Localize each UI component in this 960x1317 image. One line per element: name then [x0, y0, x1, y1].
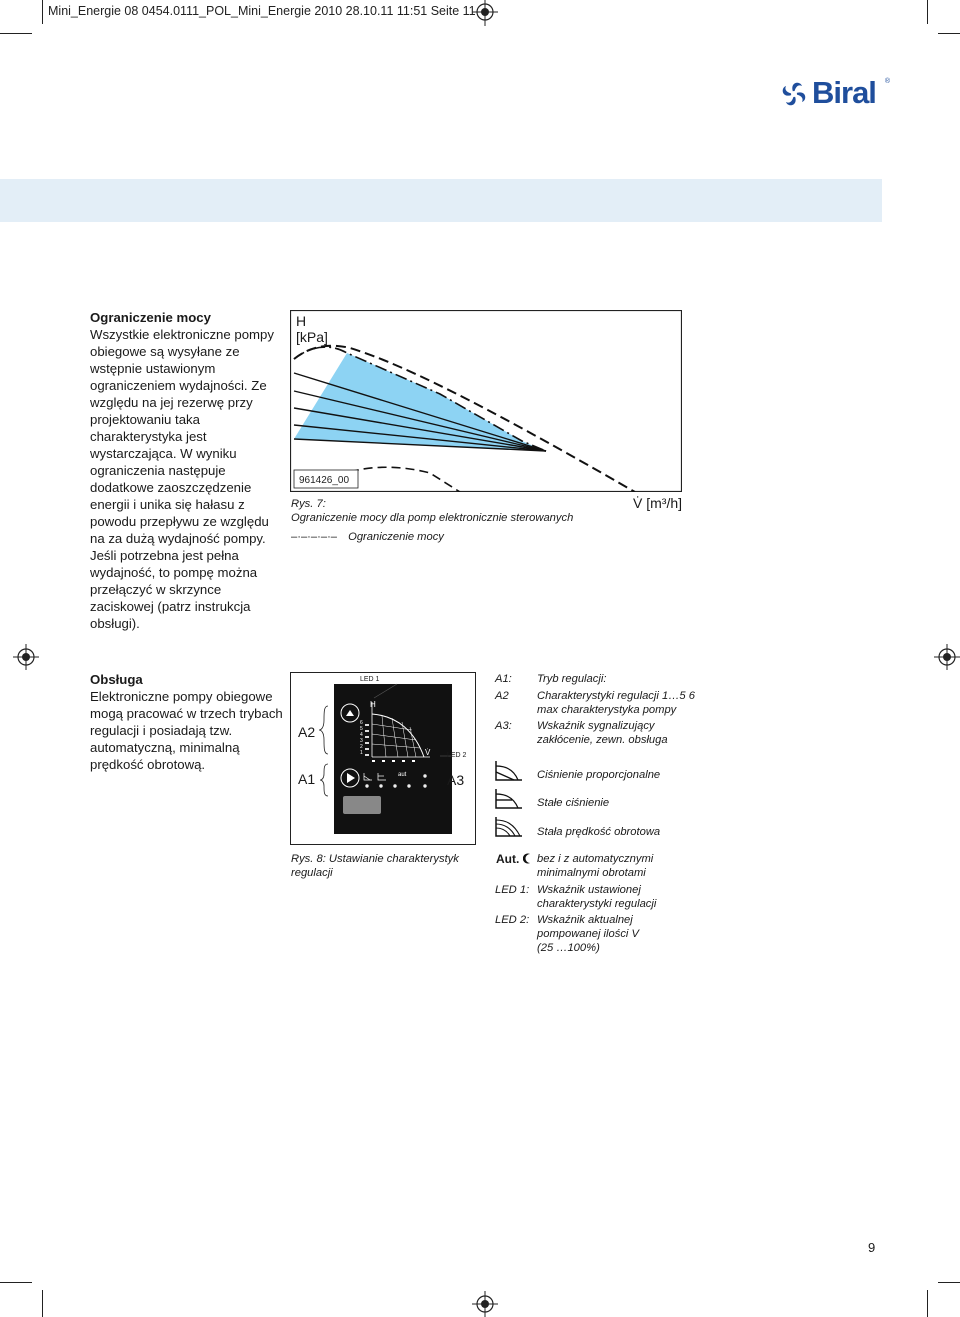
mode-led	[393, 784, 396, 787]
label-led1: LED 1	[360, 676, 380, 683]
section-heading: Ograniczenie mocy	[90, 310, 211, 325]
moon-icon	[523, 853, 533, 864]
mode-led	[365, 784, 368, 787]
crop-mark	[938, 1282, 960, 1283]
crop-mark	[938, 33, 960, 34]
label-a3: A3	[447, 772, 465, 788]
panel-h-label: H	[370, 700, 376, 709]
legend-key: A3:	[495, 720, 512, 732]
section-power-limit	[90, 309, 285, 632]
section-heading: Obsługa	[90, 672, 143, 687]
print-slug: Mini_Energie 08 0454.0111_POL_Mini_Energie 2010 28.10.11 11:51 Seite 11	[48, 4, 476, 18]
header-band	[0, 179, 882, 222]
crop-mark	[927, 0, 928, 24]
crop-mark	[42, 1290, 43, 1317]
logo-registered-mark: ®	[884, 78, 890, 85]
figure-7-pump-curve	[290, 310, 682, 492]
figure-7-caption	[291, 497, 611, 525]
y-axis-label	[296, 313, 328, 345]
aut-key	[496, 852, 533, 866]
mode-constant-speed: Stała prędkość obrotowa	[537, 826, 661, 838]
scale-item: 4	[360, 732, 363, 738]
panel-scale	[360, 720, 363, 756]
aut-text: bez i z automatycznymi minimalnymi obrotami	[537, 853, 654, 879]
crop-mark	[0, 1282, 32, 1283]
mode-led	[379, 784, 382, 787]
caption-number: Rys. 7:	[291, 498, 326, 510]
constant-pressure-icon	[494, 788, 524, 810]
panel-aut-label: aut	[398, 772, 407, 778]
crop-mark	[927, 1290, 928, 1317]
registration-mark-icon	[472, 0, 498, 26]
scale-item: 2	[360, 744, 363, 750]
y-axis-unit: [kPa]	[296, 329, 328, 345]
biral-logo	[778, 75, 890, 112]
legend-text: Wskaźnik sygnalizujący zakłócenie, zewn. obsługa	[537, 720, 668, 746]
legend-label: Ograniczenie mocy	[348, 531, 444, 543]
legend-a3	[495, 719, 705, 747]
mode-proportional: Ciśnienie proporcjonalne	[537, 769, 661, 781]
label-a2: A2	[298, 724, 316, 740]
panel-display	[343, 796, 381, 814]
panel-v-label: V̇	[425, 748, 431, 757]
crop-mark	[42, 0, 43, 24]
section-body: Elektroniczne pompy obiegowe mogą pracować w trzech trybach regulacji i posiadają tzw. automatyczną, minimalną prędkość obrotową.	[90, 689, 283, 772]
page-number: 9	[868, 1240, 876, 1255]
section-body: Wszystkie elektroniczne pompy obiegowe są wysyłane ze wstępnie ustawionym ograniczeniem wydajności. Ze względu na jej rezerwę przy projektowaniu taka charakterystyka jest wystarczająca. W wyniku ograniczenia następuje dodatkowe zaoszczędzenie energii i unika się hałasu z powodu przepływu ze względu na za dużą wydajność pompy. Jeśli potrzebna jest pełna wydajność, to pompę można przełączyć w skrzynce zaciskowej (patrz instrukcja obsługi).	[90, 327, 274, 631]
legend-led2	[495, 913, 705, 955]
mode-led	[407, 784, 410, 787]
figure-8-caption: Rys. 8: Ustawianie charakterystyk regulacji	[291, 853, 459, 879]
registration-mark-icon	[13, 644, 39, 670]
proportional-pressure-icon	[494, 760, 524, 782]
legend-text: Charakterystyki regulacji 1…5 6 max charakterystyka pompy	[537, 690, 695, 716]
legend-key: A1:	[495, 673, 512, 685]
registration-mark-icon	[934, 644, 960, 670]
legend-led1	[495, 883, 705, 911]
legend-key: A2	[495, 690, 509, 702]
legend-key: LED 2:	[495, 914, 530, 926]
legend-text: Tryb regulacji:	[537, 673, 607, 685]
legend-key: LED 1:	[495, 884, 530, 896]
aut-label: Aut.	[496, 852, 520, 866]
label-led2: LED 2	[447, 752, 467, 759]
y-axis-title: H	[296, 313, 307, 329]
figure-7-legend	[291, 530, 444, 544]
fault-led	[423, 774, 426, 777]
caption-text: Ograniczenie mocy dla pomp elektronicznie sterowanych	[291, 512, 574, 524]
legend-a2	[495, 689, 705, 717]
constant-speed-icon	[494, 816, 524, 838]
figure-code: 961426_00	[299, 475, 350, 486]
logo-wordmark: Biral	[812, 75, 876, 110]
crop-mark	[0, 33, 32, 34]
legend-symbol: –·–·–·–·–	[291, 531, 338, 543]
biral-fan-icon	[778, 78, 810, 110]
ext-led	[423, 784, 426, 787]
legend-text: Wskaźnik ustawionej charakterystyki regulacji	[537, 884, 657, 910]
scale-item: 5	[360, 726, 363, 732]
registration-mark-icon	[472, 1291, 498, 1317]
mode-constant-pressure: Stałe ciśnienie	[537, 797, 610, 809]
legend-text: Wskaźnik aktualnej pompowanej ilości V (25 …100%)	[537, 914, 639, 954]
section-operation	[90, 671, 285, 773]
x-axis-label: V̇ [m³/h]	[633, 495, 683, 511]
label-a1: A1	[298, 771, 316, 787]
scale-item: 3	[360, 738, 363, 744]
scale-item: 6	[360, 720, 363, 726]
scale-item: 1	[360, 750, 363, 756]
